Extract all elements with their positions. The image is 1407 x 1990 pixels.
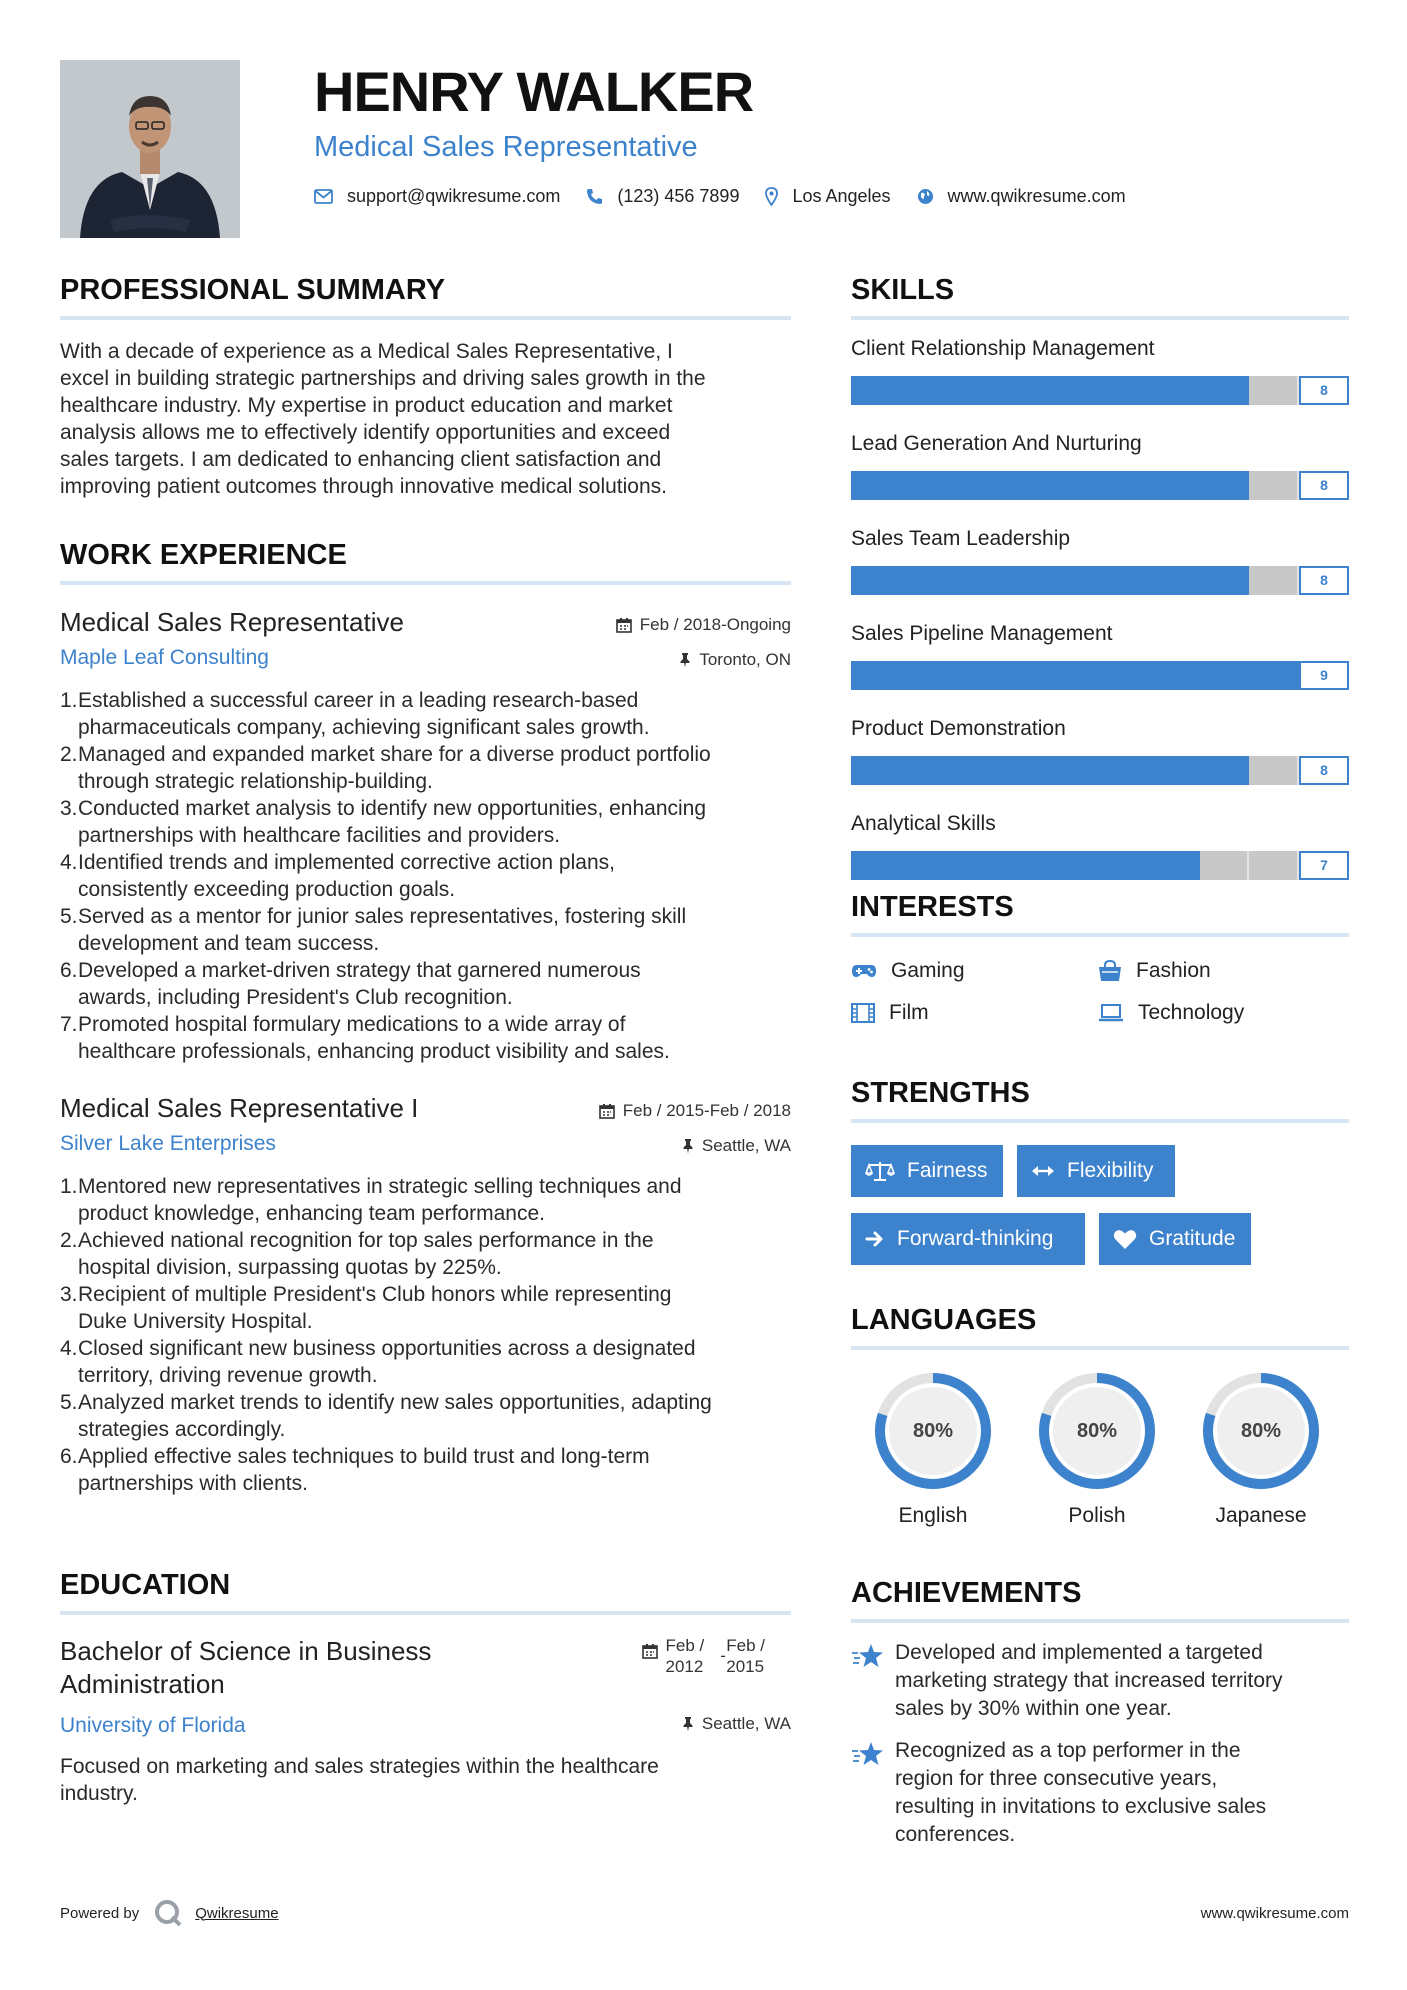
list-line: Identified trends and implemented corrective action plans,	[78, 851, 615, 874]
list-line: Mentored new representatives in strategic selling techniques and	[78, 1175, 682, 1198]
language-item	[1015, 1370, 1179, 1528]
end-date-month: Feb /	[726, 1636, 765, 1655]
calendar-icon	[616, 617, 632, 633]
qwikresume-logo-icon	[153, 1898, 183, 1928]
list-line: Managed and expanded market share for a diverse product portfolio	[78, 743, 711, 766]
skill-bar	[851, 756, 1349, 785]
arrows-horizontal-icon	[1031, 1164, 1055, 1178]
skills-title: SKILLS	[851, 274, 955, 306]
achievement-item	[851, 1639, 1349, 1723]
interest-label: Gaming	[891, 959, 965, 982]
skill-item	[851, 429, 1349, 500]
candidate-role: Medical Sales Representative	[314, 131, 698, 163]
list-item	[60, 1443, 791, 1497]
date-separator: -	[720, 1646, 726, 1665]
list-item	[60, 903, 791, 957]
skill-bar-fill	[851, 471, 1249, 500]
job-date-text: Feb / 2018-Ongoing	[639, 615, 791, 634]
contact-email[interactable]	[314, 186, 560, 207]
summary-title: PROFESSIONAL SUMMARY	[60, 274, 446, 306]
pushpin-icon	[682, 1716, 694, 1732]
list-line: Recipient of multiple President's Club honors while representing	[78, 1283, 672, 1306]
list-number: 2.	[60, 1229, 78, 1252]
interest-technology	[1098, 1001, 1345, 1025]
list-line: Duke University Hospital.	[78, 1310, 313, 1333]
interests-section	[851, 887, 1349, 1025]
skill-item	[851, 619, 1349, 690]
gamepad-icon	[851, 963, 877, 979]
skill-bar-fill	[851, 756, 1249, 785]
envelope-icon	[314, 189, 333, 204]
list-line: awards, including President's Club recognition.	[78, 986, 513, 1009]
globe-icon	[917, 188, 934, 205]
skill-score: 8	[1299, 566, 1349, 595]
end-date	[720, 1635, 765, 1677]
skill-bar	[851, 471, 1349, 500]
heart-icon	[1113, 1229, 1137, 1250]
email-text: support@qwikresume.com	[347, 186, 561, 206]
job-location	[679, 650, 791, 670]
job-location-text: Seattle, WA	[701, 1136, 791, 1155]
contact-phone[interactable]	[586, 186, 739, 207]
list-item	[60, 741, 791, 795]
degree-line: Bachelor of Science in Business	[60, 1636, 432, 1666]
list-number: 3.	[60, 797, 78, 820]
powered-by-text: Powered by	[60, 1904, 140, 1922]
list-line: hospital division, surpassing quotas by 225%.	[78, 1256, 502, 1279]
list-line: strategies accordingly.	[78, 1418, 286, 1441]
strength-label: Gratitude	[1149, 1227, 1236, 1250]
language-ring	[872, 1370, 994, 1492]
phone-icon	[586, 188, 603, 205]
list-item	[60, 687, 791, 741]
star-badge-icon	[851, 1641, 885, 1671]
list-number: 3.	[60, 1283, 78, 1306]
job-location-text: Toronto, ON	[699, 650, 791, 669]
list-number: 6.	[60, 959, 78, 982]
achievement-line: marketing strategy that increased territory	[895, 1669, 1283, 1692]
interests-title: INTERESTS	[851, 891, 1014, 923]
list-number: 2.	[60, 743, 78, 766]
phone-text: (123) 456 7899	[617, 186, 740, 206]
skill-bar	[851, 566, 1349, 595]
list-item	[60, 795, 791, 849]
section-divider	[851, 1619, 1349, 1623]
interest-label: Film	[889, 1001, 929, 1024]
section-divider	[851, 316, 1349, 320]
interest-film	[851, 1001, 1098, 1025]
language-percent: 80%	[912, 1419, 954, 1442]
skill-bar	[851, 851, 1349, 880]
skill-bar-fill	[851, 851, 1200, 880]
strengths-section	[851, 1073, 1349, 1265]
list-line: partnerships with clients.	[78, 1472, 308, 1495]
film-icon	[851, 1003, 875, 1023]
list-line: Closed significant new business opportunities across a designated	[78, 1337, 696, 1360]
start-date-month: Feb /	[665, 1636, 705, 1655]
section-divider	[60, 581, 791, 585]
skill-item	[851, 524, 1349, 595]
achievement-line: Recognized as a top performer in the	[895, 1739, 1241, 1762]
start-date	[666, 1635, 705, 1677]
section-divider	[851, 933, 1349, 937]
education-entry	[60, 1635, 791, 1807]
skill-bar-segment	[1249, 376, 1299, 405]
degree-title	[60, 1635, 540, 1701]
interests-grid	[851, 959, 1349, 1025]
skill-item	[851, 809, 1349, 880]
arrow-right-icon	[865, 1230, 885, 1248]
contact-row	[314, 186, 1354, 207]
education-section	[60, 1565, 791, 1807]
list-line: territory, driving revenue growth.	[78, 1364, 378, 1387]
experience-section	[60, 535, 791, 1497]
contact-website[interactable]	[917, 186, 1126, 207]
footer-powered-by	[60, 1898, 279, 1928]
achievement-text	[895, 1639, 1283, 1723]
person-portrait-icon	[60, 60, 240, 238]
achievement-text	[895, 1737, 1266, 1849]
job-location	[682, 1136, 791, 1156]
list-number: 6.	[60, 1445, 78, 1468]
job-responsibilities	[60, 687, 791, 1065]
website-text: www.qwikresume.com	[947, 186, 1126, 206]
skill-bar	[851, 661, 1349, 690]
list-line: development and team success.	[78, 932, 380, 955]
job-company[interactable]: Silver Lake Enterprises	[60, 1132, 276, 1155]
summary-line: With a decade of experience as a Medical Sales Representative, I	[60, 340, 673, 363]
pushpin-icon	[679, 652, 691, 668]
skill-bar-fill	[851, 566, 1249, 595]
calendar-icon	[599, 1103, 615, 1119]
interest-fashion	[1098, 959, 1345, 983]
list-item	[60, 1335, 791, 1389]
language-name: English	[898, 1504, 968, 1527]
list-line: consistently exceeding production goals.	[78, 878, 456, 901]
description-line: Focused on marketing and sales strategies within the healthcare	[60, 1755, 659, 1778]
strengths-title: STRENGTHS	[851, 1077, 1030, 1109]
skill-bar-segment	[1249, 851, 1299, 880]
section-divider	[60, 316, 791, 320]
language-name: Polish	[1068, 1504, 1126, 1527]
strength-flexibility	[1017, 1145, 1175, 1197]
skill-bar-segment	[1249, 566, 1299, 595]
list-line: Promoted hospital formulary medications to a wide array of	[78, 1013, 626, 1036]
list-item	[60, 1281, 791, 1335]
section-divider	[60, 1611, 791, 1615]
skill-bar-fill	[851, 661, 1299, 690]
candidate-name: HENRY WALKER	[314, 60, 754, 123]
skill-score: 8	[1299, 756, 1349, 785]
languages-title: LANGUAGES	[851, 1304, 1037, 1336]
skills-section	[851, 270, 1349, 880]
skill-label: Sales Pipeline Management	[851, 622, 1113, 645]
summary-text	[60, 338, 791, 500]
list-item	[60, 849, 791, 903]
language-item	[1179, 1370, 1343, 1528]
job-company[interactable]: Maple Leaf Consulting	[60, 646, 269, 669]
list-number: 4.	[60, 1337, 78, 1360]
shopping-bag-icon	[1098, 960, 1122, 982]
list-line: Achieved national recognition for top sales performance in the	[78, 1229, 654, 1252]
languages-list	[851, 1370, 1349, 1528]
achievement-line: region for three consecutive years,	[895, 1767, 1218, 1790]
list-number: 5.	[60, 1391, 78, 1414]
list-number: 4.	[60, 851, 78, 874]
skill-bar-fill	[851, 376, 1249, 405]
summary-line: healthcare industry. My expertise in product education and market	[60, 394, 673, 417]
resume-header	[314, 56, 1354, 207]
achievements-section	[851, 1573, 1349, 1849]
skills-list	[851, 334, 1349, 880]
language-percent: 80%	[1240, 1419, 1282, 1442]
strength-label: Flexibility	[1067, 1159, 1154, 1182]
skill-score: 8	[1299, 376, 1349, 405]
job-responsibilities	[60, 1173, 791, 1497]
list-line: Analyzed market trends to identify new sales opportunities, adapting	[78, 1391, 712, 1414]
list-line: Conducted market analysis to identify new opportunities, enhancing	[78, 797, 707, 820]
education-location-text: Seattle, WA	[701, 1714, 791, 1733]
list-item	[60, 1389, 791, 1443]
list-line: through strategic relationship-building.	[78, 770, 433, 793]
education-location	[682, 1714, 791, 1734]
languages-section	[851, 1300, 1349, 1528]
achievement-line: Developed and implemented a targeted	[895, 1641, 1263, 1664]
achievement-item	[851, 1737, 1349, 1849]
description-line: industry.	[60, 1782, 138, 1805]
start-date-year: 2012	[665, 1657, 704, 1676]
job-entry	[60, 605, 791, 1065]
job-date-text: Feb / 2015-Feb / 2018	[622, 1101, 791, 1120]
summary-section	[60, 270, 791, 500]
job-title: Medical Sales Representative I	[60, 1093, 419, 1123]
skill-bar-segment	[1249, 471, 1299, 500]
skill-label: Sales Team Leadership	[851, 527, 1071, 550]
list-line: Developed a market-driven strategy that garnered numerous	[78, 959, 641, 982]
list-line: product knowledge, enhancing team performance.	[78, 1202, 545, 1225]
skill-label: Product Demonstration	[851, 717, 1066, 740]
section-divider	[851, 1346, 1349, 1350]
strength-forward-thinking	[851, 1213, 1085, 1265]
brand-link[interactable]: Qwikresume	[195, 1904, 279, 1922]
location-text: Los Angeles	[792, 186, 891, 206]
education-title: EDUCATION	[60, 1569, 231, 1601]
list-item	[60, 957, 791, 1011]
list-line: pharmaceuticals company, achieving significant sales growth.	[78, 716, 650, 739]
strength-label: Fairness	[907, 1159, 988, 1182]
achievement-line: sales by 30% within one year.	[895, 1697, 1172, 1720]
profile-photo	[60, 60, 240, 238]
skill-label: Lead Generation And Nurturing	[851, 432, 1142, 455]
skill-score: 7	[1299, 851, 1349, 880]
summary-line: analysis allows me to effectively identify opportunities and exceed	[60, 421, 671, 444]
list-item	[60, 1173, 791, 1227]
skill-bar	[851, 376, 1349, 405]
language-item	[851, 1370, 1015, 1528]
interest-gaming	[851, 959, 1098, 983]
achievement-line: resulting in invitations to exclusive sales	[895, 1795, 1267, 1818]
summary-line: excel in building strategic partnerships and driving sales growth in the	[60, 367, 706, 390]
balance-scale-icon	[865, 1160, 895, 1182]
strength-fairness	[851, 1145, 1003, 1197]
degree-line: Administration	[60, 1669, 225, 1699]
list-number: 5.	[60, 905, 78, 928]
pushpin-icon	[682, 1138, 694, 1154]
achievements-title: ACHIEVEMENTS	[851, 1577, 1082, 1609]
interest-label: Fashion	[1136, 959, 1211, 982]
list-line: Applied effective sales techniques to build trust and long-term	[78, 1445, 650, 1468]
list-number: 1.	[60, 1175, 78, 1198]
skill-score: 8	[1299, 471, 1349, 500]
list-item	[60, 1011, 791, 1065]
language-percent: 80%	[1076, 1419, 1118, 1442]
laptop-icon	[1098, 1004, 1124, 1022]
education-description	[60, 1753, 791, 1807]
list-number: 7.	[60, 1013, 78, 1036]
map-marker-icon	[765, 187, 778, 206]
list-line: healthcare professionals, enhancing product visibility and sales.	[78, 1040, 670, 1063]
language-ring	[1200, 1370, 1322, 1492]
list-line: Established a successful career in a leading research-based	[78, 689, 639, 712]
list-number: 1.	[60, 689, 78, 712]
language-name: Japanese	[1215, 1504, 1307, 1527]
skill-label: Analytical Skills	[851, 812, 996, 835]
list-line: Served as a mentor for junior sales representatives, fostering skill	[78, 905, 687, 928]
school-name[interactable]: University of Florida	[60, 1714, 246, 1737]
star-badge-icon	[851, 1739, 885, 1769]
job-entry	[60, 1091, 791, 1497]
job-title: Medical Sales Representative	[60, 607, 404, 637]
job-date	[616, 615, 791, 635]
strength-label: Forward-thinking	[897, 1227, 1054, 1250]
end-date-year: 2015	[726, 1657, 765, 1676]
skill-bar-segment	[1200, 851, 1250, 880]
skill-bar-segment	[1249, 756, 1299, 785]
strengths-list	[851, 1145, 1349, 1265]
interest-label: Technology	[1138, 1001, 1245, 1024]
footer-website[interactable]: www.qwikresume.com	[1200, 1905, 1349, 1922]
job-date	[599, 1101, 791, 1121]
summary-line: improving patient outcomes through innovative medical solutions.	[60, 475, 668, 498]
list-line: partnerships with healthcare facilities and providers.	[78, 824, 561, 847]
summary-line: sales targets. I am dedicated to enhancing client satisfaction and	[60, 448, 662, 471]
skill-item	[851, 714, 1349, 785]
skill-item	[851, 334, 1349, 405]
achievement-line: conferences.	[895, 1823, 1016, 1846]
skill-label: Client Relationship Management	[851, 337, 1155, 360]
experience-title: WORK EXPERIENCE	[60, 539, 347, 571]
contact-location	[765, 186, 890, 207]
section-divider	[851, 1119, 1349, 1123]
strength-gratitude	[1099, 1213, 1251, 1265]
education-dates	[642, 1635, 766, 1677]
language-ring	[1036, 1370, 1158, 1492]
calendar-icon	[642, 1643, 658, 1659]
list-item	[60, 1227, 791, 1281]
skill-score: 9	[1299, 661, 1349, 690]
